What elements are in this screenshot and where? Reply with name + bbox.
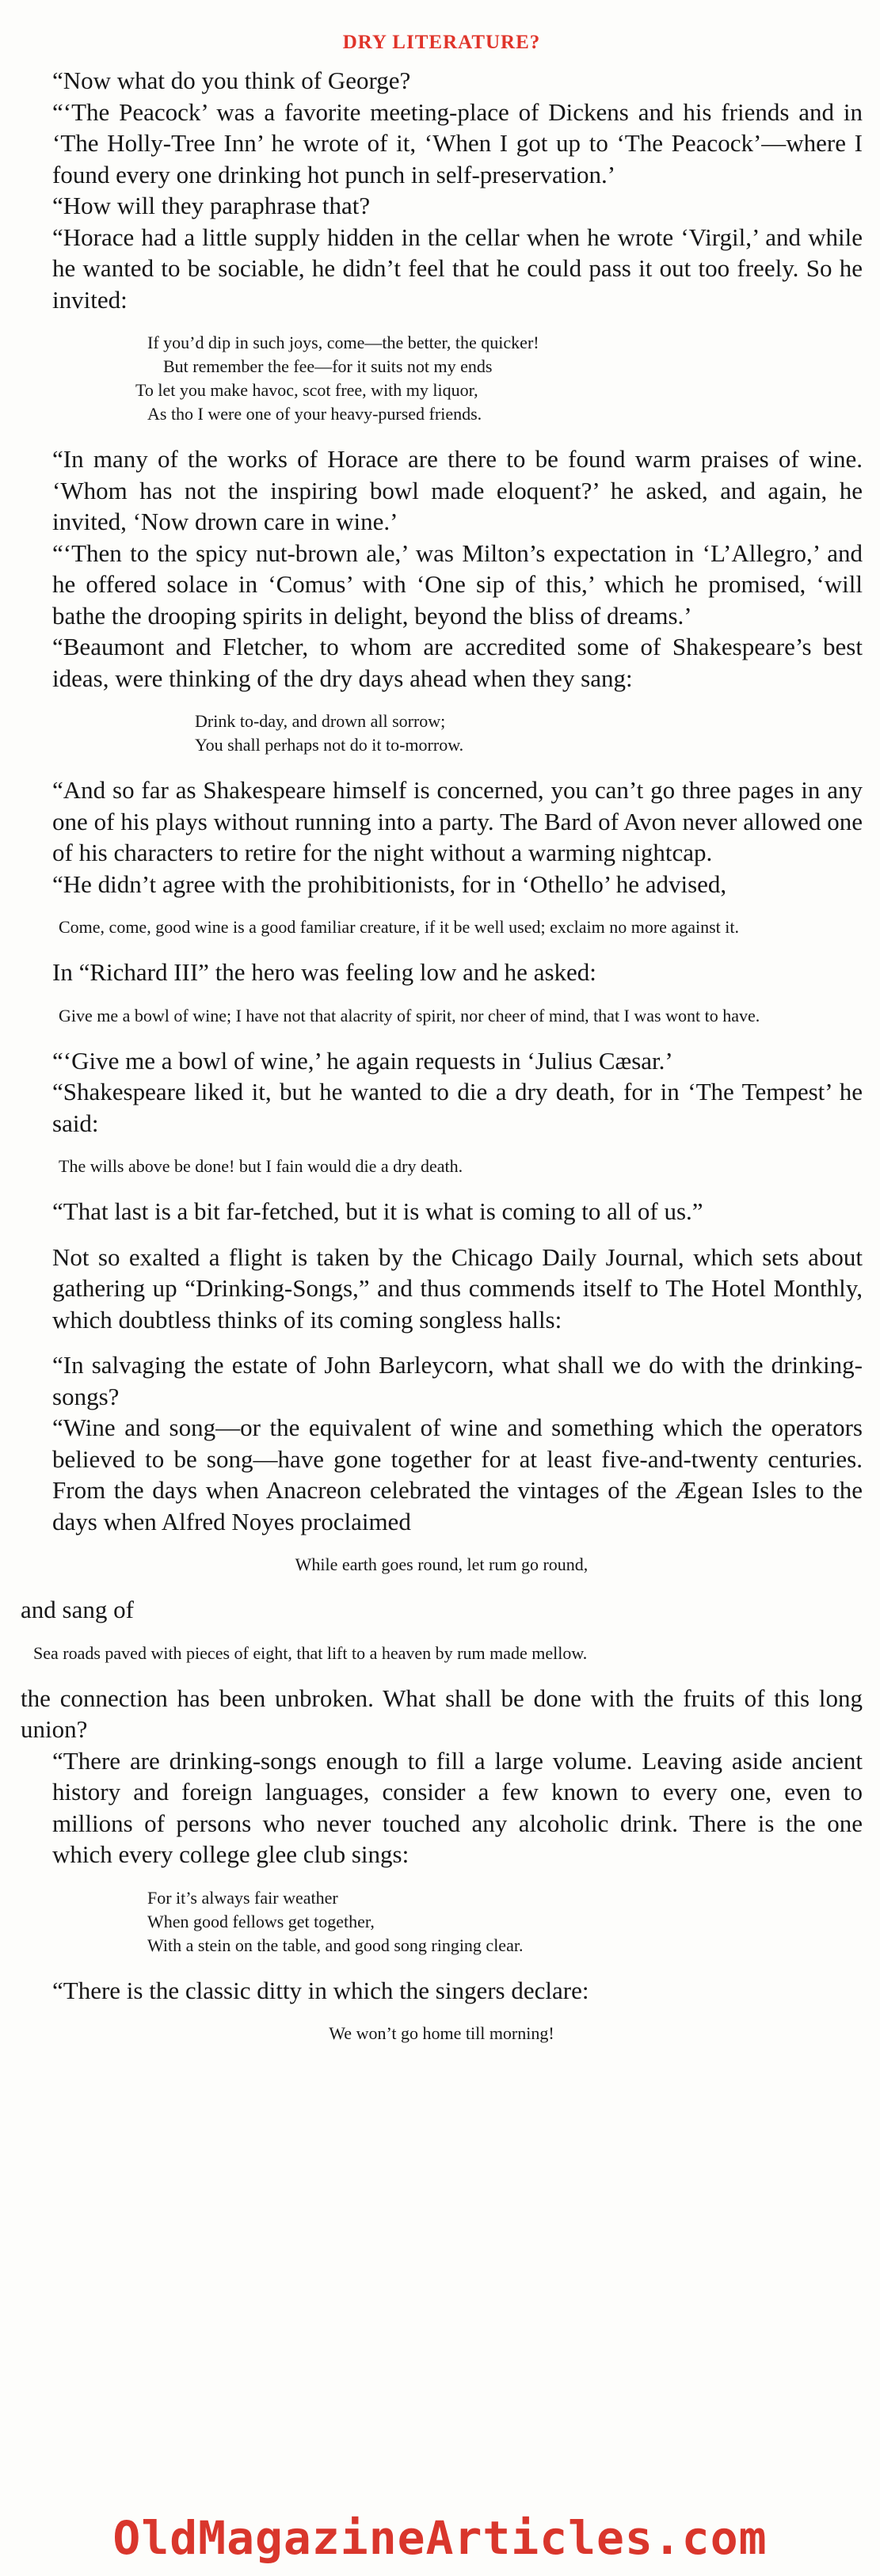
verse-line: With a stein on the table, and good song ringing clear. xyxy=(147,1935,524,1955)
paragraph: “In salvaging the estate of John Barleycorn, what shall we do with the drinking-songs? xyxy=(52,1351,863,1410)
paragraph: the connection has been unbroken. What shall be done with the fruits of this long union? xyxy=(21,1684,863,1743)
verse-quote: While earth goes round, let rum go round, xyxy=(295,1554,589,1574)
watermark-logo: OldMagazineArticles.com xyxy=(112,2511,768,2565)
paragraph: “Horace had a little supply hidden in the cellar when he wrote ‘Virgil,’ and while he wanted to be sociable, he didn’t feel that he could pass it out too freely. So he invited: xyxy=(52,223,863,314)
paragraph: In “Richard III” the hero was feeling low and he asked: xyxy=(52,958,596,986)
paragraph: “Wine and song—or the equivalent of wine and something which the operators believed to be song—have gone together for at least five-and-twenty centuries. From the days when Anacreon celebrated the vintages of the Ægean Isles to the days when Alfred Noyes proclaimed xyxy=(52,1414,863,1535)
prose-quote: Give me a bowl of wine; I have not that alacrity of spirit, nor cheer of mind, that I was wont to have. xyxy=(59,1005,760,1025)
paragraph: and sang of xyxy=(21,1596,134,1623)
verse-line: If you’d dip in such joys, come—the better, the quicker! xyxy=(147,333,539,352)
verse-line: To let you make havoc, scot free, with my liquor, xyxy=(135,380,478,400)
paragraph: “In many of the works of Horace are there to be found warm praises of wine. ‘Whom has not the inspiring bowl made eloquent?’ he asked, and again, he invited, ‘Now drown care in wine.’ xyxy=(52,445,863,535)
verse-line: But remember the fee—for it suits not my ends xyxy=(163,356,493,376)
paragraph: Not so exalted a flight is taken by the Chicago Daily Journal, which sets about gathering up “Drinking-Songs,” and thus commends itself to The Hotel Monthly, which doubtless thinks of its coming songless halls: xyxy=(52,1242,863,1334)
paragraph: “‘Then to the spicy nut-brown ale,’ was Milton’s expectation in ‘L’Allegro,’ and he offered solace in ‘Comus’ with ‘One sip of this,’ which he promised, ‘will bathe the drooping spirits in delight, beyond the bliss of dreams.’ xyxy=(52,538,863,630)
paragraph: “And so far as Shakespeare himself is concerned, you can’t go three pages in any one of his plays without running into a party. The Bard of Avon never allowed one of his characters to retire for the night without a warming nightcap. xyxy=(52,776,863,866)
paragraph: “Shakespeare liked it, but he wanted to die a dry death, for in ‘The Tempest’ he said: xyxy=(52,1078,863,1137)
paragraph: “There are drinking-songs enough to fill a large volume. Leaving aside ancient history and foreign languages, consider a few known to every one, even to millions of persons who never touched any alcoholic drink. There is the one which every college glee club sings: xyxy=(52,1746,863,1868)
prose-quote: Come, come, good wine is a good familiar creature, if it be well used; exclaim no more against it. xyxy=(59,917,739,937)
paragraph: “He didn’t agree with the prohibitionists, for in ‘Othello’ he advised, xyxy=(52,869,727,898)
paragraph: “Beaumont and Fletcher, to whom are accredited some of Shakespeare’s best ideas, were thinking of the dry days ahead when they sang: xyxy=(52,633,863,692)
verse-quote xyxy=(21,710,863,757)
verse-line: As tho I were one of your heavy-pursed friends. xyxy=(147,404,482,424)
verse-quote xyxy=(21,1886,863,1958)
verse-quote xyxy=(21,331,863,426)
verse-line: You shall perhaps not do it to-morrow. xyxy=(195,735,464,755)
paragraph: “‘The Peacock’ was a favorite meeting-place of Dickens and his friends and in ‘The Holly-Tree Inn’ he wrote of it, ‘When I got up to ‘The Peacock’—where I found every one drinking hot punch in self-preservation.’ xyxy=(52,97,863,188)
paragraph: “‘Give me a bowl of wine,’ he again requests in ‘Julius Cæsar.’ xyxy=(52,1046,673,1075)
prose-quote: The wills above be done! but I fain would die a dry death. xyxy=(59,1156,463,1176)
paragraph: “Now what do you think of George? xyxy=(52,67,411,94)
verse-line: Drink to-day, and drown all sorrow; xyxy=(195,711,446,731)
verse-quote: We won’t go home till morning! xyxy=(329,2023,554,2043)
paragraph: “There is the classic ditty in which the singers declare: xyxy=(52,1976,589,2004)
verse-line: When good fellows get together, xyxy=(147,1911,375,1931)
paragraph: “That last is a bit far-fetched, but it is what is coming to all of us.” xyxy=(52,1197,703,1225)
verse-line: For it’s always fair weather xyxy=(147,1887,338,1908)
page-title: DRY LITERATURE? xyxy=(342,32,541,53)
prose-quote: Sea roads paved with pieces of eight, that lift to a heaven by rum made mellow. xyxy=(33,1642,588,1663)
paragraph: “How will they paraphrase that? xyxy=(52,192,371,219)
